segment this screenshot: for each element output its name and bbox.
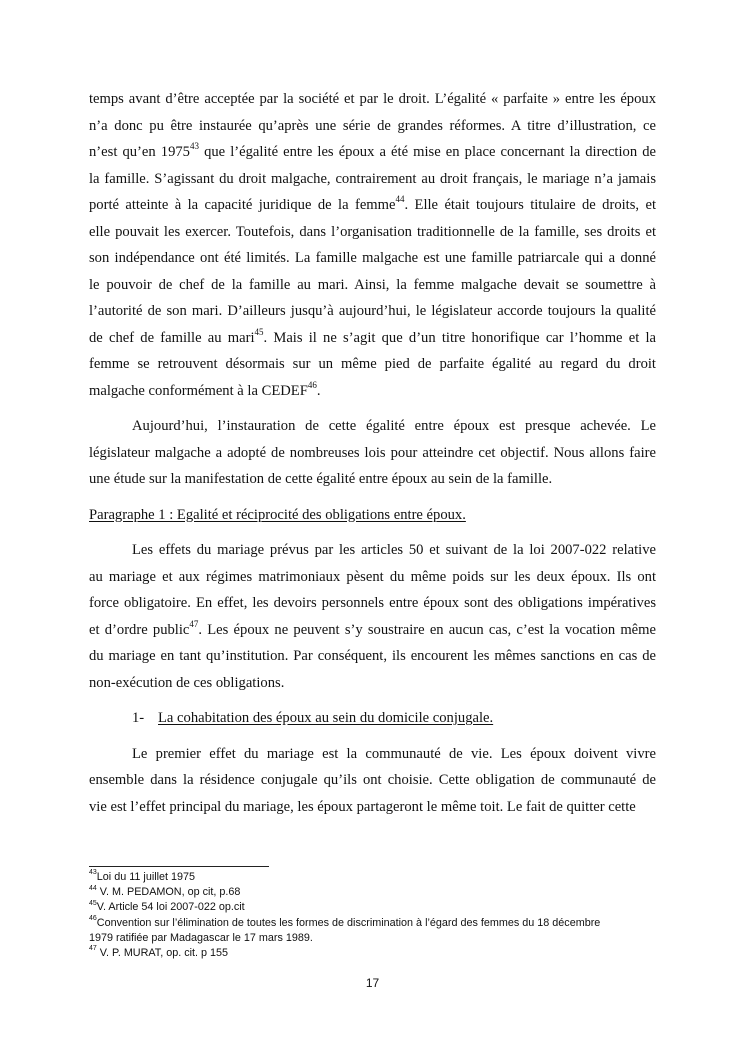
paragraph-intro (89, 86, 656, 404)
text-line: elle pouvait les exercer. Toutefois, dans l’organisation traditionnelle de la famille, ses droits et (89, 223, 656, 240)
text-line: porté atteinte à la capacité juridique de la femme$^{44}$. Elle était toujours titulaire de droits, et (89, 194, 656, 213)
text-line: la famille. S’agissant du droit malgache, contrairement au droit français, le mariage n’a jamais (89, 170, 656, 187)
text-line: ensemble dans la résidence conjugale qu’ils ont choisie. Cette obligation de communauté de (89, 772, 656, 788)
text-line: force obligatoire. En effet, les devoirs personnels entre époux sont des obligations impératives (89, 595, 656, 611)
footnote-ref: 43 (189, 141, 199, 152)
footnote: 1979 ratifiée par Madagascar le 17 mars 1989. (89, 931, 313, 944)
text-line: du mariage en tant qu’institution. Par conséquent, ils encourent les mêmes sanctions en cas de (89, 648, 656, 664)
footnote-number: 46 (89, 915, 97, 923)
paragraph-aujourdhui (89, 413, 656, 493)
text-line: vie est l’effet principal du mariage, les époux partageront le même toit. Le fait de quitter cette (89, 798, 636, 815)
footnote: $^{44}$ V. M. PEDAMON, op cit, p.68 (89, 884, 241, 899)
text-line: malgache conformément à la CEDEF$^{46}$. (89, 379, 321, 399)
text-line: Les effets du mariage prévus par les articles 50 et suivant de la loi 2007-022 relative (132, 542, 656, 558)
text-line: femme se retrouvent désormais sur un même pied de parfaite égalité au regard du droit (89, 356, 656, 372)
text-line: l’autorité de son mari. D’ailleurs jusqu’à aujourd’hui, le législateur accorde toujours la qualité (89, 303, 656, 319)
subsection-number: 1- (132, 710, 145, 726)
subsection-heading (89, 705, 656, 732)
footnote: $^{43}$Loi du 11 juillet 1975 (89, 869, 196, 883)
page-body (89, 86, 656, 820)
footnote-number: 44 (89, 884, 97, 892)
text-line: le pouvoir de chef de la famille au mari. Ainsi, la femme malgache devait se soumettre à (89, 276, 656, 293)
subsection-title: La cohabitation des époux au sein du domicile conjugale. (158, 710, 494, 726)
text-line: n’a donc pu être instaurée qu’après une série de grandes réformes. A titre d’illustration, ce (89, 117, 656, 134)
footnote-ref: 46 (307, 379, 317, 390)
text-line: non-exécution de ces obligations. (89, 674, 285, 691)
footnote-ref: 44 (395, 194, 405, 205)
footnote-ref: 45 (254, 326, 264, 337)
text-line: au mariage et aux régimes matrimoniaux pèsent du même poids sur les deux époux. Ils ont (89, 568, 656, 585)
footnotes (89, 870, 689, 961)
text-line: législateur malgache a adopté de nombreuses lois pour atteindre cet objectif. Nous allons faire (89, 444, 656, 461)
text-line: Le premier effet du mariage est la communauté de vie. Les époux doivent vivre (132, 745, 656, 762)
footnote-ref: 47 (189, 618, 199, 629)
section-heading (89, 502, 656, 529)
text-line: temps avant d’être acceptée par la société et par le droit. L’égalité « parfaite » entre les époux (89, 91, 656, 107)
section-heading-text: Paragraphe 1 : Egalité et réciprocité des obligations entre époux. (89, 506, 466, 523)
footnote-number: 43 (89, 869, 97, 877)
text-line: son indépendance ont été limités. La famille malgache est une famille patriarcale qui a donné (89, 250, 656, 266)
paragraph-effets (89, 537, 656, 696)
text-line: et d’ordre public$^{47}$. Les époux ne peuvent s’y soustraire en aucun cas, c’est la vocation même (89, 618, 656, 638)
text-line: une étude sur la manifestation de cette égalité entre époux au sein de la famille. (89, 471, 553, 487)
page-number: 17 (365, 976, 380, 990)
footnote-number: 45 (89, 899, 97, 907)
text-line: Aujourd’hui, l’instauration de cette égalité entre époux est presque achevée. Le (132, 418, 656, 434)
footnote: $^{45}$V. Article 54 loi 2007-022 op.cit (89, 899, 245, 914)
paragraph-cohabitation (89, 741, 656, 821)
text-line: de chef de famille au mari$^{45}$. Mais il ne s’agit que d’un titre honorifique car l’homme et la (89, 326, 656, 346)
footnote-number: 47 (89, 945, 97, 953)
footnote: $^{47}$ V. P. MURAT, op. cit. p 155 (89, 945, 229, 960)
footnote: $^{46}$Convention sur l’élimination de toutes les formes de discrimination à l’égard des femmes du 18 décembre (89, 915, 601, 929)
footnote-separator (89, 866, 269, 867)
text-line: n’est qu’en 1975$^{43}$ que l’égalité entre les époux a été mise en place concernant la direction de (89, 141, 656, 160)
